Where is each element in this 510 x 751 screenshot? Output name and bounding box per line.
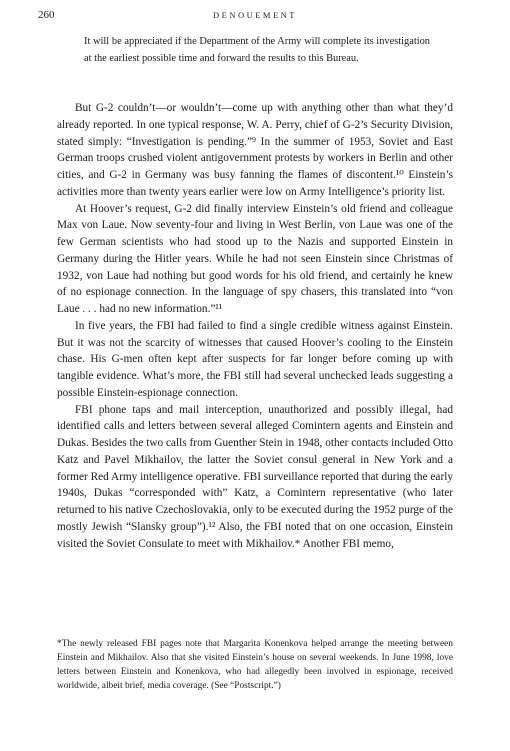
body-text <box>57 100 453 552</box>
paragraph: At Hoover’s request, G-2 did finally interview Einstein’s old friend and colleague Max von Laue. Now seventy-four and living in West Berlin, von Laue was one of the few German scientists who had stood up to the Nazis and supported Einstein in Germany during the Hitler years. While he had not seen Einstein since Christmas of 1932, von Laue had nothing but good words for his old friend, and certainly he knew of no espionage connection. In the language of spy chasers, this translated into “von Laue . . . had no new information.”¹¹ <box>57 202 453 315</box>
footnote: *The newly released FBI pages note that Margarita Konenkova helped arrange the meeting between Einstein and Mikhailov. Also that she visited Einstein’s house on several weekends. In June 1998, love letters between Einstein and Konenkova, who had allegedly been involved in espionage, received worldwide, albeit brief, media coverage. (See “Postscript.”) <box>57 639 453 691</box>
paragraph: FBI phone taps and mail interception, unauthorized and possibly illegal, had identified calls and letters between several alleged Comintern agents and Einstein and Dukas. Besides the two calls from Guenther Stein in 1948, other contacts included Otto Katz and Pavel Mikhailov, the latter the Soviet consul general in New York and a former Red Army intelligence operative. FBI surveillance reported that during the early 1940s, Dukas “corresponded with” Katz, a Comintern representative (who later returned to his native Czechoslovakia, only to be executed during the 1952 purge of the mostly Jewish “Slansky group”).¹² Also, the FBI noted that on one occasion, Einstein visited the Soviet Consulate to meet with Mikhailov.* Another FBI memo, <box>57 403 453 550</box>
block-quote: It will be appreciated if the Department of the Army will complete its investigation at the earliest possible time and forward the results to this Bureau. <box>84 36 430 64</box>
page-number: 260 <box>38 9 55 21</box>
paragraph: But G-2 couldn’t—or wouldn’t—come up with anything other than what they’d already reported. In one typical response, W. A. Perry, chief of G-2’s Security Division, stated simply: “Investigation is pending.”⁹ In the summer of 1953, Soviet and East German troops crushed violent antigovernment protests by workers in Berlin and other cities, and G-2 in Germany was busy fanning the flames of discontent.¹⁰ Einstein’s activities more than twenty years earlier were low on Army Intelligence’s priority list. <box>57 102 453 198</box>
paragraph: In five years, the FBI had failed to find a single credible witness against Einstein. But it was not the scarcity of witnesses that caused Hoover’s cooling to the Einstein chase. His G-men often kept after suspects for far longer before coming up with tangible evidence. What’s more, the FBI still had several unchecked leads suggesting a possible Einstein-espionage connection. <box>57 319 453 399</box>
running-head: DENOUEMENT <box>212 10 298 20</box>
page-header <box>38 9 472 25</box>
